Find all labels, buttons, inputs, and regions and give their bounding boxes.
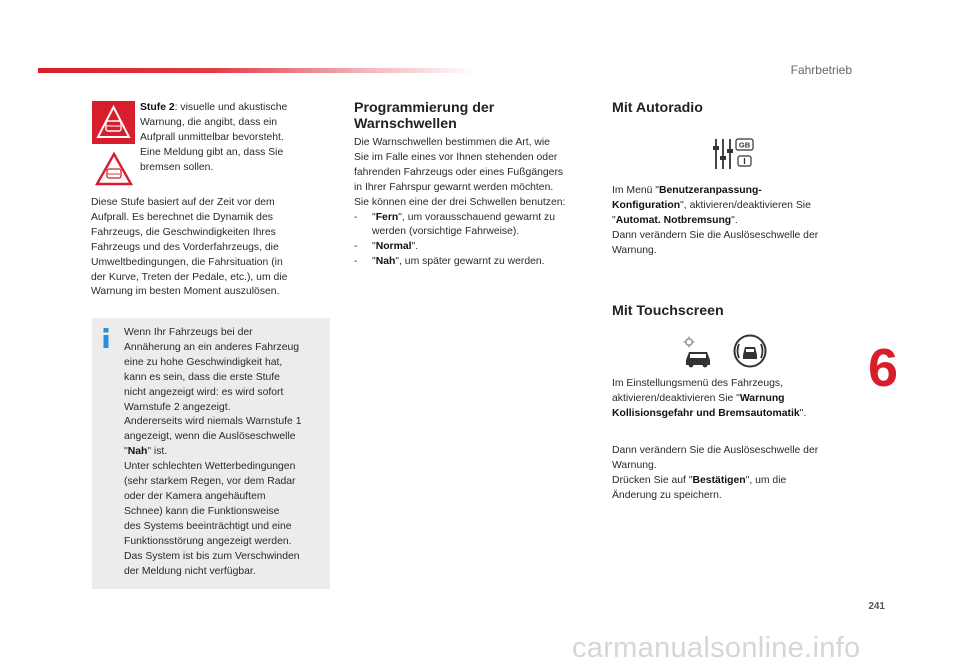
nah-keyword: Nah bbox=[375, 256, 396, 268]
function-name: Kollisionsgefahr und Bremsautomatik bbox=[612, 407, 800, 419]
info-line: Schnee) kann die Funktionsweise bbox=[124, 505, 280, 517]
menu-name: Benutzeranpassung- bbox=[659, 185, 762, 196]
info-line: Andererseits wird niemals Warnstufe 1 bbox=[124, 416, 302, 428]
quote: " bbox=[612, 214, 616, 226]
body-line: Fahrzeugs und des Vorderfahrzeugs, die bbox=[91, 241, 279, 253]
body-line: Aufprall. Es berechnet die Dynamik des bbox=[91, 211, 273, 223]
body-line: Fahrzeugs, die Geschwindigkeiten Ihres bbox=[91, 226, 276, 238]
info-line: Funktionsstörung angezeigt werden. bbox=[124, 535, 292, 547]
button-name: Bestätigen bbox=[692, 474, 746, 486]
text-run: ", aktivieren/deaktivieren Sie bbox=[680, 199, 811, 211]
info-line: Wenn Ihr Fahrzeugs bei der bbox=[124, 327, 253, 338]
body-line: Warnung im besten Moment auszulösen. bbox=[91, 286, 280, 298]
section-title-programmierung bbox=[354, 100, 584, 132]
intro-line: Die Warnschwellen bestimmen die Art, wie bbox=[354, 137, 550, 148]
info-line: der Meldung nicht verfügbar. bbox=[124, 565, 256, 577]
text-line: Warnung. bbox=[612, 244, 657, 256]
body-line: Diese Stufe basiert auf der Zeit vor dem bbox=[91, 197, 275, 208]
bullet-text bbox=[372, 211, 555, 241]
quote: " bbox=[372, 211, 376, 223]
page-number: 241 bbox=[868, 601, 885, 612]
fern-keyword: Fern bbox=[375, 211, 399, 223]
touchscreen-text-1 bbox=[612, 377, 848, 422]
warning-level1-icon bbox=[95, 152, 133, 186]
info-line: Das System ist bis zum Verschwinden bbox=[124, 550, 300, 562]
quote: " bbox=[372, 241, 376, 253]
programmierung-text bbox=[354, 136, 584, 270]
bullet-text bbox=[372, 240, 418, 255]
text-run: aktivieren/deaktivieren Sie " bbox=[612, 392, 740, 404]
intro-line: Sie können eine der drei Schwellen benutzen: bbox=[354, 196, 566, 208]
text-line: Warnung. bbox=[612, 459, 657, 471]
stufe2-line: bremsen sollen. bbox=[140, 161, 214, 173]
bullet-rest: werden (vorsichtige Fahrweise). bbox=[372, 226, 520, 238]
info-line: (sehr starkem Regen, vor dem Radar bbox=[124, 476, 296, 488]
info-icon bbox=[101, 328, 111, 348]
stufe2-explanation bbox=[91, 196, 323, 300]
bullet-rest: ", um vorausschauend gewarnt zu bbox=[398, 211, 555, 223]
info-text bbox=[124, 326, 324, 579]
watermark: carmanualsonline.info bbox=[572, 632, 861, 664]
function-name: Warnung bbox=[739, 392, 785, 404]
text-run: ", um die bbox=[745, 474, 787, 486]
list-item bbox=[354, 255, 584, 270]
bullet-dash: - bbox=[354, 256, 358, 268]
intro-line: fahrenden Fahrzeugs oder eines Fußgängers bbox=[354, 166, 564, 178]
warning-level2-icon bbox=[92, 101, 135, 144]
info-line: des Systems beeinträchtigt und eine bbox=[124, 520, 292, 532]
bullet-rest: ", um später gewarnt zu werden. bbox=[395, 256, 545, 268]
info-line: Unter schlechten Wetterbedingungen bbox=[124, 461, 296, 473]
text-line: Im Einstellungsmenü des Fahrzeugs, bbox=[612, 378, 783, 389]
text-line: Dann verändern Sie die Auslöseschwelle der bbox=[612, 229, 819, 241]
quote: " bbox=[372, 256, 376, 268]
normal-keyword: Normal bbox=[375, 241, 412, 253]
collision-warning-icon bbox=[733, 334, 767, 368]
intro-line: in Ihrer Fahrspur gewarnt werden möchten. bbox=[354, 181, 554, 193]
touchscreen-text-2 bbox=[612, 444, 848, 504]
quote: " bbox=[124, 446, 128, 458]
stufe2-line: Eine Meldung gibt an, dass Sie bbox=[140, 146, 284, 158]
info-line: Warnstufe 2 angezeigt. bbox=[124, 401, 231, 413]
text-run: ". bbox=[731, 214, 738, 226]
text-line: Dann verändern Sie die Auslöseschwelle der bbox=[612, 445, 819, 456]
autoradio-text bbox=[612, 184, 848, 259]
menu-name: Konfiguration bbox=[612, 199, 681, 211]
stufe2-line: Warnung, die angibt, dass ein bbox=[140, 116, 278, 128]
bullet-dash: - bbox=[354, 241, 358, 253]
bullet-text bbox=[372, 255, 545, 270]
text-run: ". bbox=[799, 407, 807, 419]
info-line: oder der Kamera angehäuftem bbox=[124, 490, 266, 502]
list-item bbox=[354, 211, 584, 241]
bullet-rest: ". bbox=[411, 241, 419, 253]
settings-sliders-icon bbox=[712, 137, 756, 171]
header-gradient-bar bbox=[38, 68, 478, 73]
function-name: Automat. Notbremsung bbox=[615, 214, 732, 226]
text-line: Änderung zu speichern. bbox=[612, 489, 722, 501]
list-item bbox=[354, 240, 584, 255]
title-line: Programmierung der bbox=[354, 100, 495, 116]
info-line: nicht angezeigt wird: es wird sofort bbox=[124, 386, 284, 398]
nah-keyword: Nah bbox=[127, 446, 148, 458]
chapter-number: 6 bbox=[868, 338, 899, 398]
section-title-touchscreen: Mit Touchscreen bbox=[612, 303, 724, 319]
title-line: Warnschwellen bbox=[354, 116, 457, 132]
stufe2-line: Aufprall unmittelbar bevorsteht. bbox=[140, 131, 284, 143]
car-settings-icon bbox=[683, 336, 713, 368]
radio-icon-label: GB bbox=[738, 140, 751, 150]
info-line: eine zu hohe Geschwindigkeit hat, bbox=[124, 356, 283, 368]
bullet-dash: - bbox=[354, 211, 358, 223]
body-line: der Kurve, Treten der Pedale, etc.), um die bbox=[91, 271, 288, 283]
stufe2-paragraph bbox=[140, 101, 320, 176]
body-line: Umweltbedingungen, die Fahrsituation (in bbox=[91, 256, 283, 268]
section-title-autoradio: Mit Autoradio bbox=[612, 100, 703, 116]
info-line: Annäherung an ein anderes Fahrzeug bbox=[124, 341, 300, 353]
info-line: " ist. bbox=[147, 446, 168, 458]
chapter-name: Fahrbetrieb bbox=[790, 63, 852, 77]
text-run: Drücken Sie auf " bbox=[612, 474, 693, 486]
info-line: angezeigt, wenn die Auslöseschwelle bbox=[124, 431, 296, 443]
stufe2-label: Stufe 2 bbox=[140, 102, 175, 113]
intro-line: Sie im Falle eines vor Ihnen stehenden oder bbox=[354, 151, 558, 163]
text-run: Im Menü " bbox=[612, 185, 659, 196]
info-line: kann es sein, dass die erste Stufe bbox=[124, 371, 280, 383]
stufe2-line: : visuelle und akustische bbox=[174, 102, 288, 113]
